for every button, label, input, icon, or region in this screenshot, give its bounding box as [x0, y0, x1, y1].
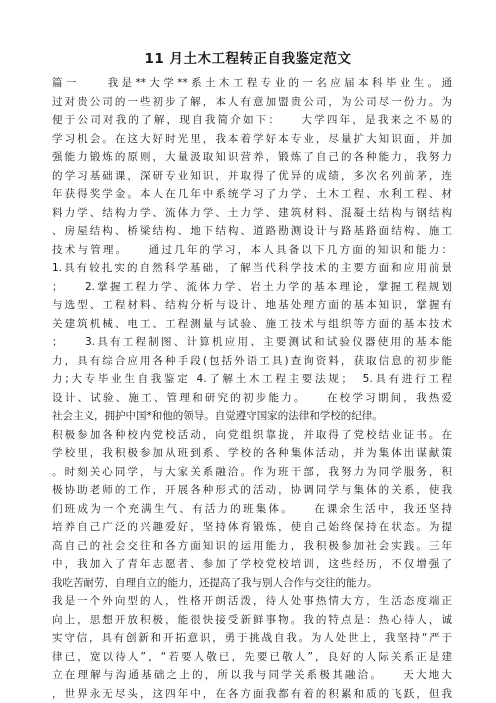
body-line: 与选型、工程材料、结构分析与设计、地基处理方面的基本知识，掌握有 — [52, 296, 452, 315]
body-line: 、房屋结构、桥梁结构、地下结构、道路勘测设计与路基路面结构、施工 — [52, 222, 452, 241]
body-line: ，世界永无尽头，这四年中，在各方面我都有着的积累和质的飞跃，但我 — [52, 685, 452, 703]
body-line: 社会主义，拥护中国*和他的领导。自觉遵守国家的法律和学校的纪律。 — [52, 407, 452, 426]
body-line: 向上，思想开放积极，能很快接受新鲜事物。我的特点是：热心待人，诚 — [52, 611, 452, 630]
body-line: 们班成为一个充满生气、有活力的班集体。 在课余生活中，我还坚持 — [52, 500, 452, 519]
body-line: 技术与管理。 通过几年的学习，本人具备以下几方面的知识和能力： — [52, 241, 452, 260]
body-line: 过对贵公司的一些初步了解，本人有意加盟贵公司，为公司尽一份力。为 — [52, 93, 452, 112]
body-line: 力，具有综合应用各种手段(包括外语工具)查询资料，获取信息的初步能 — [52, 352, 452, 371]
body-line: 篇一 我是**大学**系土木工程专业的一名应届本科毕业生。通 — [52, 74, 452, 93]
body-line: 力;大专毕业生自我鉴定 4.了解土木工程主要法规； 5.具有进行工程 — [52, 370, 452, 389]
body-line: 中，我加入了青年志愿者、参加了学校党校培训，这些经历，不仅增强了 — [52, 555, 452, 574]
body-line: 设计、试验、施工、管理和研究的初步能力。 在校学习期间，我热爱 — [52, 389, 452, 408]
body-line: 积极参加各种校内党校活动，向党组织靠拢，并取得了党校结业证书。在 — [52, 426, 452, 445]
body-line: 学习机会。在这大好时光里，我本着学好本专业，尽量扩大知识面，并加 — [52, 130, 452, 149]
body-line: 极协助老师的工作，开展各种形式的活动，协调同学与集体的关系，使我 — [52, 481, 452, 500]
body-line: 实守信，具有创新和开拓意识，勇于挑战自我。为人处世上，我坚持“严于 — [52, 629, 452, 648]
body-line: 立在理解与沟通基础之上的，所以我与同学关系极其融洽。 天大地大 — [52, 666, 452, 685]
body-line: 我吃苦耐劳，自理自立的能力，还提高了我与别人合作与交往的能力。 — [52, 574, 452, 593]
body-line: 便于公司对我的了解，现自我简介如下： 大学四年，是我来之不易的 — [52, 111, 452, 130]
body-line: 培养自己广泛的兴趣爱好，坚持体育锻炼，使自己始终保持在状态。为提 — [52, 518, 452, 537]
document-body — [52, 74, 452, 703]
body-line: 年获得奖学金。本人在几年中系统学习了力学、土木工程、水利工程、材 — [52, 185, 452, 204]
body-line: 关建筑机械、电工、工程测量与试验、施工技术与组织等方面的基本技术 — [52, 315, 452, 334]
body-line: 强能力锻炼的原则，大量汲取知识营养，锻炼了自己的各种能力，我努力 — [52, 148, 452, 167]
body-line: ； 3.具有工程制图、计算机应用、主要测试和试验仪器使用的基本能 — [52, 333, 452, 352]
body-line: 律已，宽以待人”，“若要人敬已，先要已敬人”，良好的人际关系正是建 — [52, 648, 452, 667]
body-line: 。时刻关心同学，与大家关系融洽。作为班干部，我努力为同学服务，积 — [52, 463, 452, 482]
body-line: 料力学、结构力学、流体力学、土力学、建筑材料、混凝土结构与钢结构 — [52, 204, 452, 223]
body-line: 我是一个外向型的人，性格开朗活泼，待人处事热情大方，生活态度端正 — [52, 592, 452, 611]
body-line: 1.具有较扎实的自然科学基础，了解当代科学技术的主要方面和应用前景 — [52, 259, 452, 278]
page-title: 11 月土木工程转正自我鉴定范文 — [0, 50, 496, 68]
body-line: 的学习基础课，深研专业知识，并取得了优异的成绩，多次名列前茅，连 — [52, 167, 452, 186]
body-line: ； 2.掌握工程力学、流体力学、岩土力学的基本理论，掌握工程规划 — [52, 278, 452, 297]
body-line: 高自己的社会交往和各方面知识的运用能力，我积极参加社会实践。三年 — [52, 537, 452, 556]
body-line: 学校里，我积极参加从班到系、学校的各种集体活动，并为集体出谋献策 — [52, 444, 452, 463]
